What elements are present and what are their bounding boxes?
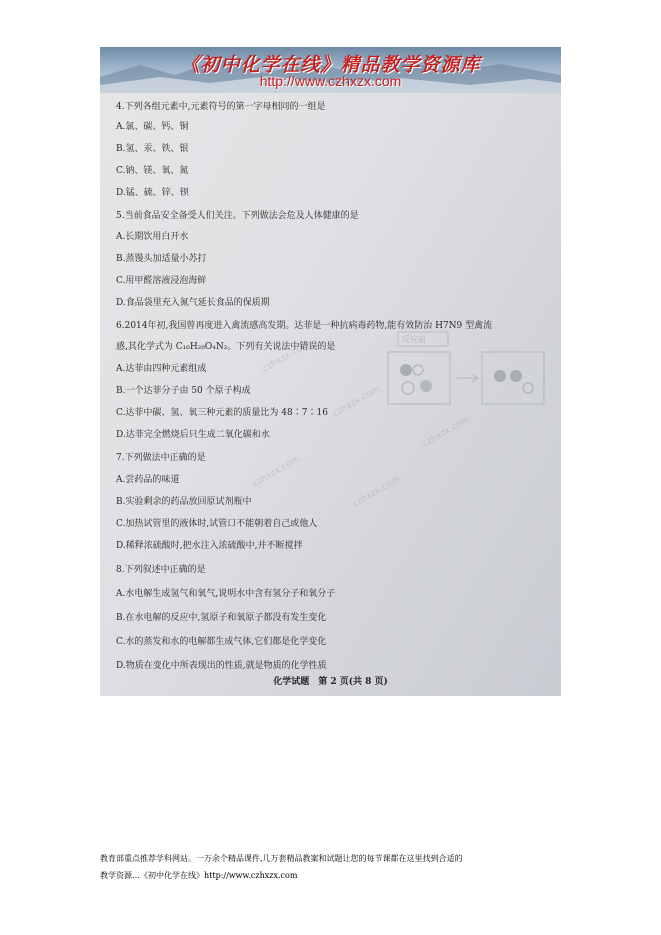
question-5-option-b: B.蒸馒头加适量小苏打	[116, 254, 207, 264]
question-7-option-a: A.尝药品的味道	[116, 475, 180, 485]
exam-photo	[100, 47, 561, 696]
question-5-stem: 5.当前食品安全备受人们关注。下列做法会危及人体健康的是	[116, 211, 359, 221]
question-4-option-d: D.锰、硫、锌、钡	[116, 188, 189, 198]
question-5-option-c: C.用甲醛溶液浸泡海鲜	[116, 276, 207, 286]
question-6-option-c: C.达菲中碳、氢、氧三种元素的质量比为 48∶7∶16	[116, 408, 328, 418]
reaction-diagram-figure	[378, 330, 548, 460]
figure-label: 反应前	[402, 335, 426, 344]
question-8-option-c: C.水的蒸发和水的电解都生成气体,它们都是化学变化	[116, 637, 327, 647]
banner-title: 《初中化学在线》精品教学资源库	[180, 54, 481, 76]
question-6-option-b: B.一个达菲分子由 50 个原子构成	[116, 386, 251, 396]
question-6-stem-cont: 感,其化学式为 C₁₆H₂₈O₄N₂。下列有关说法中错误的是	[116, 342, 336, 352]
question-7-option-b: B.实验剩余的药品放回原试剂瓶中	[116, 497, 252, 507]
question-7-option-c: C.加热试管里的液体时,试管口不能朝着自己或他人	[116, 519, 318, 529]
question-8-stem: 8.下列叙述中正确的是	[116, 565, 206, 575]
question-6-option-a: A.达菲由四种元素组成	[116, 364, 207, 374]
question-6-stem: 6.2014年初,我国曾再度进入禽流感高发期。达菲是一种抗病毒药物,能有效防治 H7N9 型禽流	[116, 321, 493, 331]
watermark-text: czhxzx.com	[261, 339, 312, 375]
question-4-option-a: A.氯、碳、钙、铜	[116, 122, 189, 132]
question-4-option-b: B.氢、汞、铁、银	[116, 144, 189, 154]
question-4-stem: 4.下列各组元素中,元素符号的第一字母相同的一组是	[116, 102, 326, 112]
question-5-option-a: A.长期饮用白开水	[116, 232, 189, 242]
site-banner	[100, 47, 561, 93]
bottom-note-line-1: 教育部重点推荐学科网站。一万余个精品课件,几万套精品教案和试题让您的每节课都在这里找到合适的	[100, 854, 463, 863]
banner-url[interactable]: http://www.czhxzx.com	[259, 73, 402, 89]
question-8-option-d: D.物质在变化中所表现出的性质,就是物质的化学性质	[116, 661, 327, 671]
question-5-option-d: D.食品袋里充入氮气延长食品的保质期	[116, 298, 270, 308]
question-4-option-c: C.钠、镁、氧、氮	[116, 166, 189, 176]
question-6-option-d: D.达菲完全燃烧后只生成二氧化碳和水	[116, 430, 270, 440]
watermark-text: czhxzx.com	[351, 474, 402, 510]
page-number-footer: 化学试题 第 2 页(共 8 页)	[273, 677, 388, 687]
question-8-option-a: A.水电解生成氢气和氧气,说明水中含有氢分子和氧分子	[116, 589, 336, 599]
question-7-option-d: D.稀释浓硫酸时,把水注入浓硫酸中,并不断搅拌	[116, 541, 303, 551]
watermark-text: czhxzx.com	[421, 414, 472, 450]
watermark-text: czhxzx.com	[251, 454, 302, 490]
watermark-text: czhxzx.com	[331, 384, 382, 420]
question-7-stem: 7.下列做法中正确的是	[116, 453, 206, 463]
bottom-note-line-2[interactable]: 教学资源…《初中化学在线》http://www.czhxzx.com	[100, 871, 298, 880]
question-8-option-b: B.在水电解的反应中,氢原子和氧原子都没有发生变化	[116, 613, 327, 623]
